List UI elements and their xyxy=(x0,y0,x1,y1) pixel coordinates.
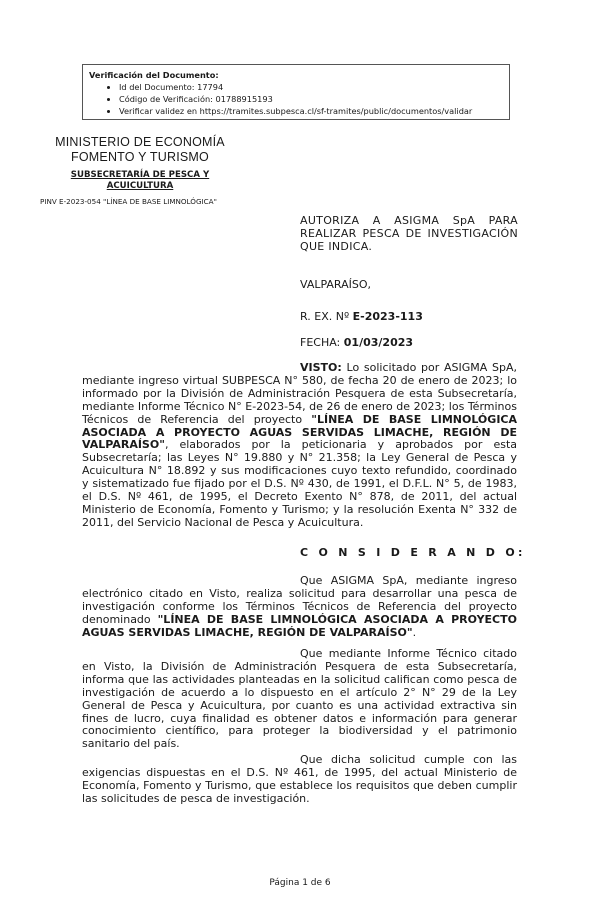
considerando-p1-project: "LÍNEA DE BASE LIMNOLÓGICA ASOCIADA A PROYECTO AGUAS SERVIDAS LIMACHE, REGIÓN DE VALPARAÍSO" xyxy=(82,612,517,639)
considerando-p1-text: Que ASIGMA SpA, mediante ingreso electrónico citado en Visto, realiza solicitud para desarrollar una pesca de investigación conforme los Términos Técnicos de Referencia del proyecto denominado xyxy=(82,574,517,626)
subsecretaria-line-1: SUBSECRETARÍA DE PESCA Y xyxy=(70,170,210,180)
rex-line xyxy=(300,310,423,323)
ministry-line-1: MINISTERIO DE ECONOMÍA xyxy=(55,135,225,149)
considerando-paragraph-1 xyxy=(82,575,517,640)
considerando-title: C O N S I D E R A N D O: xyxy=(300,546,526,559)
subsecretaria-line-2: ACUICULTURA xyxy=(106,181,174,191)
visto-label: VISTO: xyxy=(300,361,342,374)
ministry-line-2: FOMENTO Y TURISMO xyxy=(71,150,209,164)
visto-project: "LÍNEA DE BASE LIMNOLÓGICA ASOCIADA A PROYECTO AGUAS SERVIDAS LIMACHE, REGIÓN DE VALPARAÍSO" xyxy=(82,412,517,452)
resolution-subject: AUTORIZA A ASIGMA SpA PARA REALIZAR PESCA DE INVESTIGACIÓN QUE INDICA. xyxy=(300,214,518,253)
subsecretaria-name xyxy=(40,170,240,192)
pinv-reference: PINV E-2023-054 "LÍNEA DE BASE LIMNOLÓGICA" xyxy=(40,197,217,206)
considerando-p1-end: . xyxy=(412,625,417,639)
date-label: FECHA: xyxy=(300,336,344,349)
rex-number: E-2023-113 xyxy=(352,310,423,323)
verification-box xyxy=(82,64,510,120)
verification-url[interactable]: • Verificar validez en https://tramites.subpesca.cl/sf-tramites/public/documentos/validar xyxy=(119,105,503,117)
city-line: VALPARAÍSO, xyxy=(300,278,372,291)
visto-text-1: Lo solicitado por ASIGMA SpA, mediante ingreso virtual SUBPESCA N° 580, de fecha 20 de enero de 2023; lo informado por la División de Administración Pesquera de esta Subsecretaría, mediante Informe Técnico N° E-2023-54, de 26 de enero de 2023; los Términos Técnicos de Referencia del proyecto xyxy=(82,361,517,426)
considerando-paragraph-2: Que mediante Informe Técnico citado en Visto, la División de Administración Pesquera de esta Subsecretaría, informa que las actividades planteadas en la solicitud califican como pesca de investigación de acuerdo a lo dispuesto en el artículo 2° N° 29 de la Ley General de Pesca y Acuicultura, por cuanto es una actividad extractiva sin fines de lucro, cuya finalidad es obtener datos e información para generar conocimiento científico, para proteger la biodiversidad y el patrimonio sanitario del país. xyxy=(82,647,517,751)
visto-paragraph xyxy=(82,362,517,530)
verification-list xyxy=(89,81,503,117)
verification-title: Verificación del Documento: xyxy=(89,70,219,80)
date-line xyxy=(300,336,413,349)
visto-text-2: , elaborados por la peticionaria y aprobados por esta Subsecretaría; las Leyes N° 19.880 y N° 21.358; la Ley General de Pesca y Acuicultura N° 18.892 y sus modificaciones cuyo texto refundido, coordinado y sistematizado fue fijado por el D.S. Nº 430, de 1991, el D.F.L. N° 5, de 1983, el D.S. Nº 461, de 1995, el Decreto Exento N° 878, de 2011, del actual Ministerio de Economía, Fomento y Turismo; y la resolución Exenta N° 332 de 2011, del Servicio Nacional de Pesca y Acuicultura. xyxy=(82,438,517,529)
page-number: Página 1 de 6 xyxy=(269,878,331,888)
verification-code: • Código de Verificación: 01788915193 xyxy=(119,93,503,105)
rex-label: R. EX. Nº xyxy=(300,310,353,323)
date-value: 01/03/2023 xyxy=(343,336,414,349)
ministry-name xyxy=(40,135,240,165)
document-id: • Id del Documento: 17794 xyxy=(119,81,503,93)
considerando-paragraph-3: Que dicha solicitud cumple con las exigencias dispuestas en el D.S. Nº 461, de 1995, del actual Ministerio de Economía, Fomento y Turismo, que establece los requisitos que deben cumplir las solicitudes de pesca de investigación. xyxy=(82,753,517,805)
